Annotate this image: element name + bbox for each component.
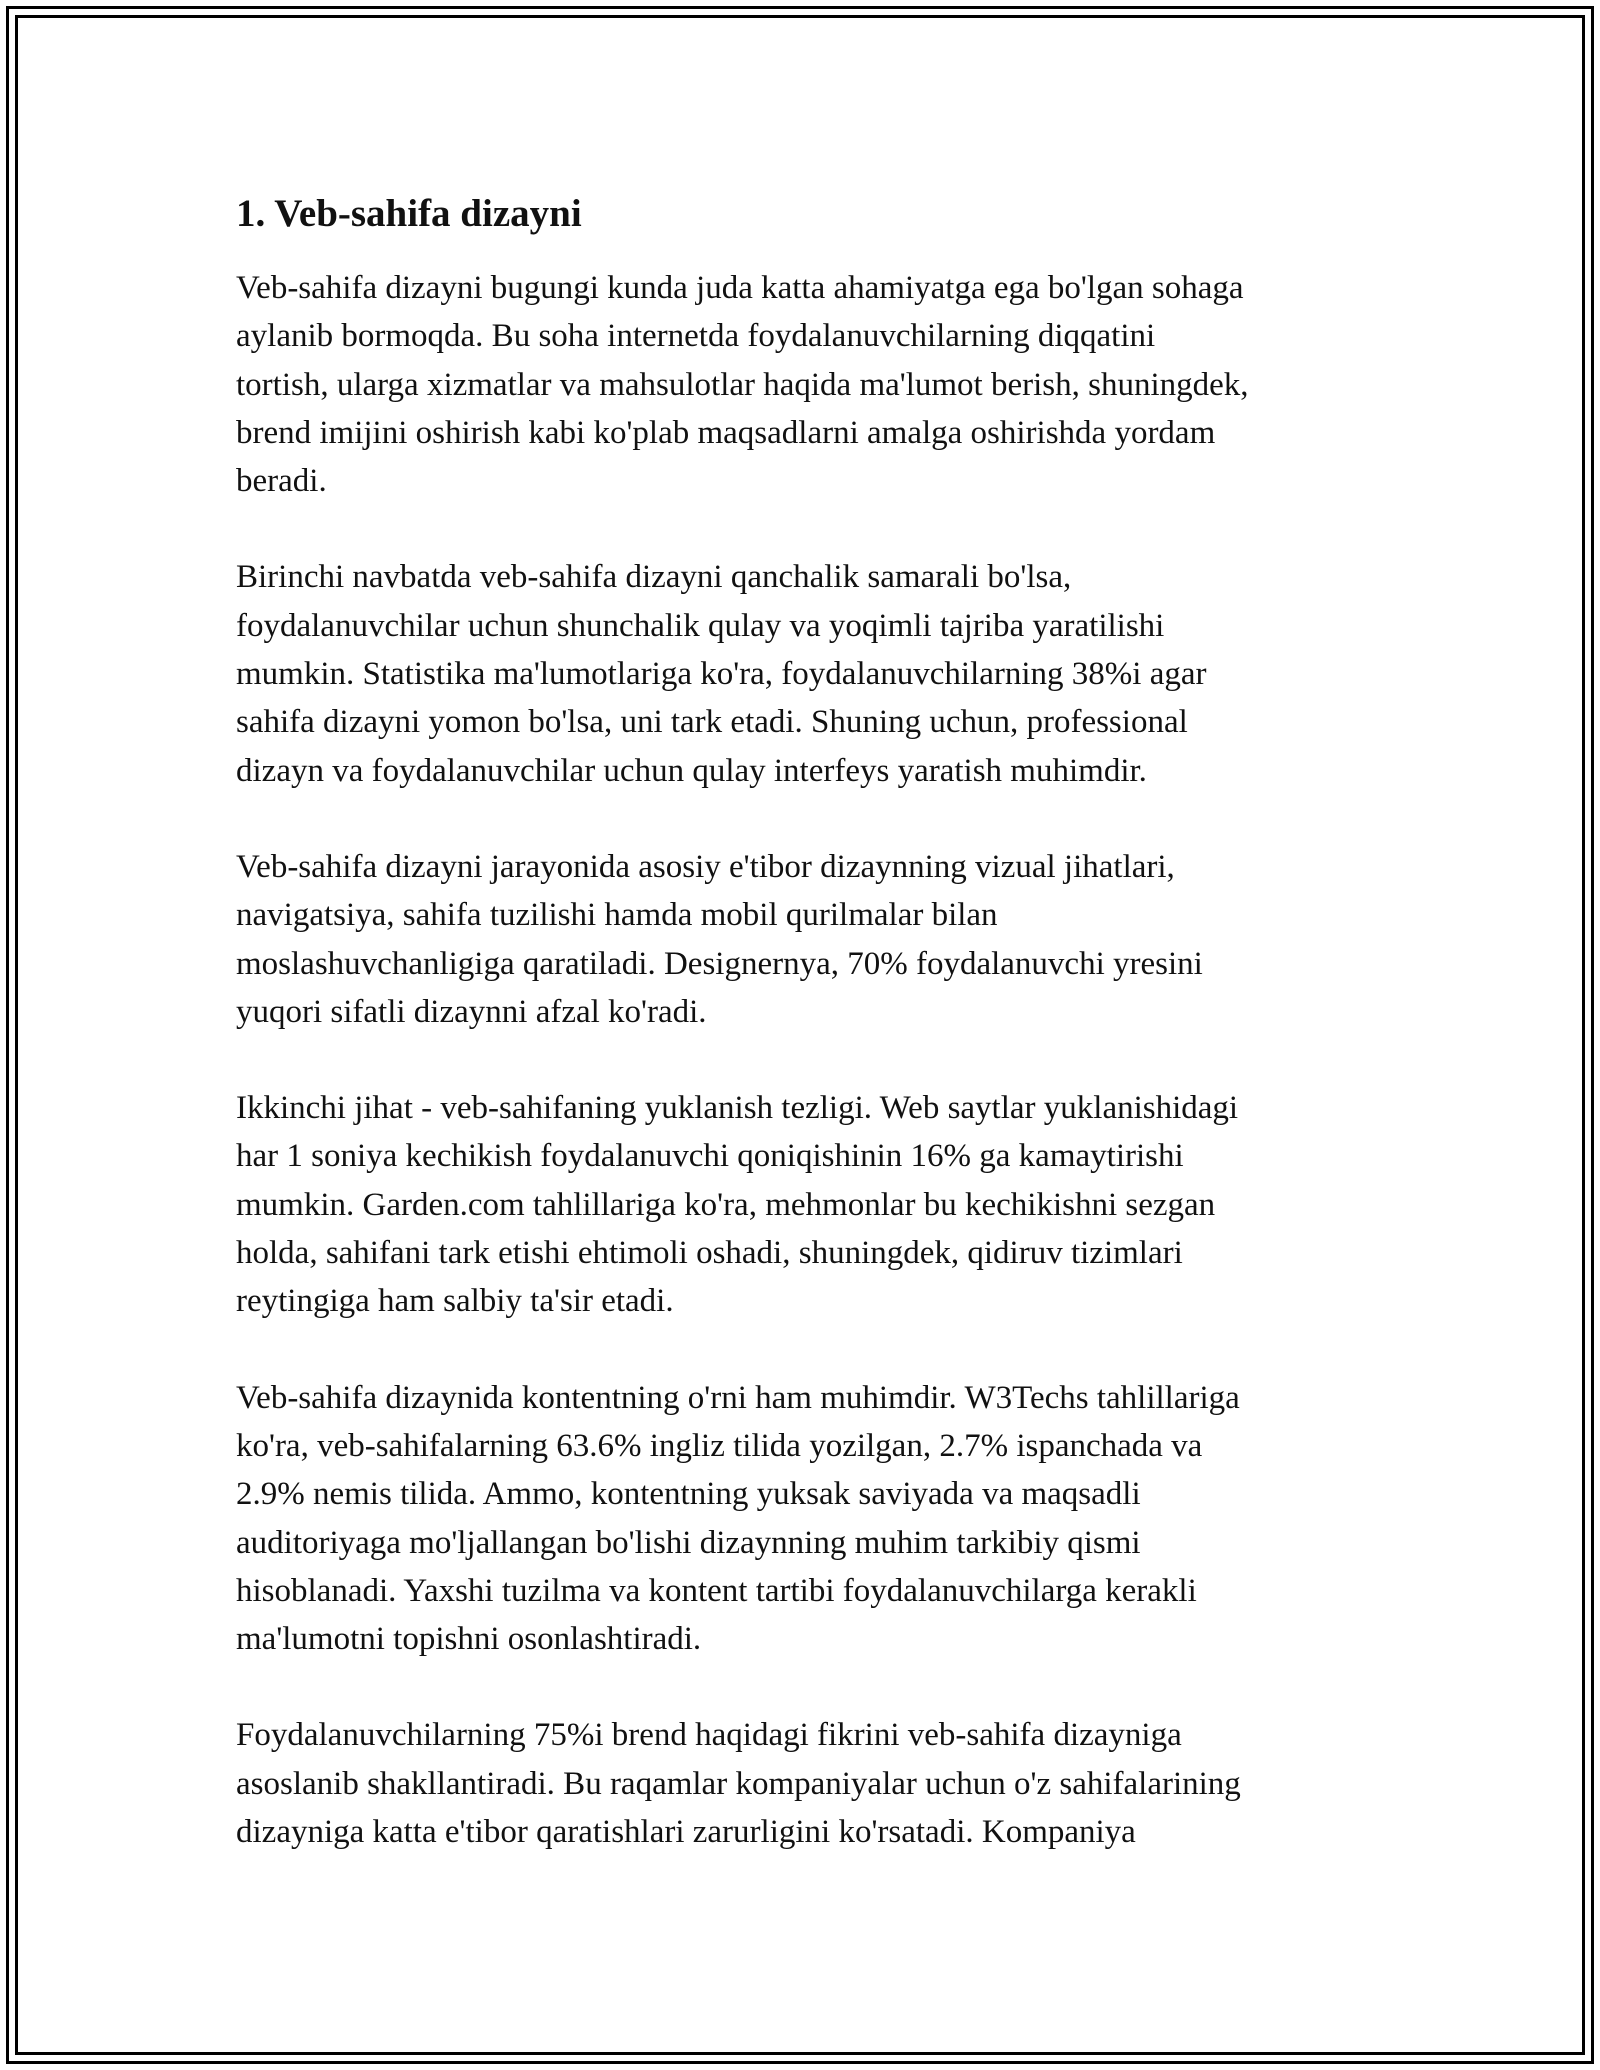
paragraph — [236, 843, 1371, 1036]
text-line: foydalanuvchilar uchun shunchalik qulay va yoqimli tajriba yaratilishi — [236, 607, 1165, 644]
text-line: sahifa dizayni yomon bo'lsa, uni tark etadi. Shuning uchun, professional — [236, 704, 1188, 741]
text-line: ko'ra, veb-sahifalarning 63.6% ingliz tilida yozilgan, 2.7% ispanchada va — [236, 1427, 1203, 1464]
text-line: holda, sahifani tark etishi ehtimoli oshadi, shuningdek, qidiruv tizimlari — [236, 1235, 1183, 1272]
text-line: dizayn va foydalanuvchilar uchun qulay interfeys yaratish muhimdir. — [236, 752, 1147, 789]
text-line: Birinchi navbatda veb-sahifa dizayni qanchalik samarali bo'lsa, — [236, 559, 1072, 596]
text-line: tortish, ularga xizmatlar va mahsulotlar haqida ma'lumot berish, shuningdek, — [236, 366, 1249, 403]
text-line: 2.9% nemis tilida. Ammo, kontentning yuksak saviyada va maqsadli — [236, 1476, 1141, 1513]
paragraph — [236, 264, 1371, 505]
text-line: aylanib bormoqda. Bu soha internetda foydalanuvchilarning diqqatini — [236, 318, 1156, 355]
text-line: har 1 soniya kechikish foydalanuvchi qoniqishinin 16% ga kamaytirishi — [236, 1138, 1184, 1175]
document-body — [236, 186, 1371, 1904]
text-line: reytingiga ham salbiy ta'sir etadi. — [236, 1283, 674, 1320]
text-line: mumkin. Statistika ma'lumotlariga ko'ra, foydalanuvchilarning 38%i agar — [236, 656, 1207, 693]
text-line: mumkin. Garden.com tahlillariga ko'ra, mehmonlar bu kechikishni sezgan — [236, 1186, 1216, 1223]
text-line: moslashuvchanligiga qaratiladi. Designernya, 70% foydalanuvchi yresini — [236, 945, 1203, 982]
text-line: hisoblanadi. Yaxshi tuzilma va kontent tartibi foydalanuvchilarga kerakli — [236, 1572, 1197, 1609]
text-line: brend imijini oshirish kabi ko'plab maqsadlarni amalga oshirishda yordam — [236, 414, 1216, 451]
text-line: Veb-sahifa dizayni jarayonida asosiy e'tibor dizaynning vizual jihatlari, — [236, 848, 1175, 885]
text-line: navigatsiya, sahifa tuzilishi hamda mobil qurilmalar bilan — [236, 897, 998, 934]
text-line: Veb-sahifa dizayni bugungi kunda juda katta ahamiyatga ega bo'lgan sohaga — [236, 270, 1244, 306]
paragraph — [236, 1711, 1371, 1856]
text-line: Veb-sahifa dizaynida kontentning o'rni ham muhimdir. W3Techs tahlillariga — [236, 1379, 1240, 1416]
text-line: dizayniga katta e'tibor qaratishlari zarurligini ko'rsatadi. Kompaniya — [236, 1814, 1136, 1851]
section-heading: 1. Veb-sahifa dizayni — [236, 192, 582, 235]
text-line: auditoriyaga mo'ljallangan bo'lishi dizaynning muhim tarkibiy qismi — [236, 1524, 1141, 1561]
text-line: Ikkinchi jihat - veb-sahifaning yuklanish tezligi. Web saytlar yuklanishidagi — [236, 1090, 1239, 1127]
text-line: yuqori sifatli dizaynni afzal ko'radi. — [236, 993, 707, 1030]
paragraph — [236, 1084, 1371, 1325]
paragraph — [236, 1374, 1371, 1664]
text-line: ma'lumotni topishni osonlashtiradi. — [236, 1621, 702, 1658]
text-line: asoslanib shakllantiradi. Bu raqamlar kompaniyalar uchun o'z sahifalarining — [236, 1765, 1241, 1802]
text-line: Foydalanuvchilarning 75%i brend haqidagi fikrini veb-sahifa dizayniga — [236, 1717, 1182, 1754]
paragraph — [236, 553, 1371, 794]
text-line: beradi. — [236, 463, 327, 500]
